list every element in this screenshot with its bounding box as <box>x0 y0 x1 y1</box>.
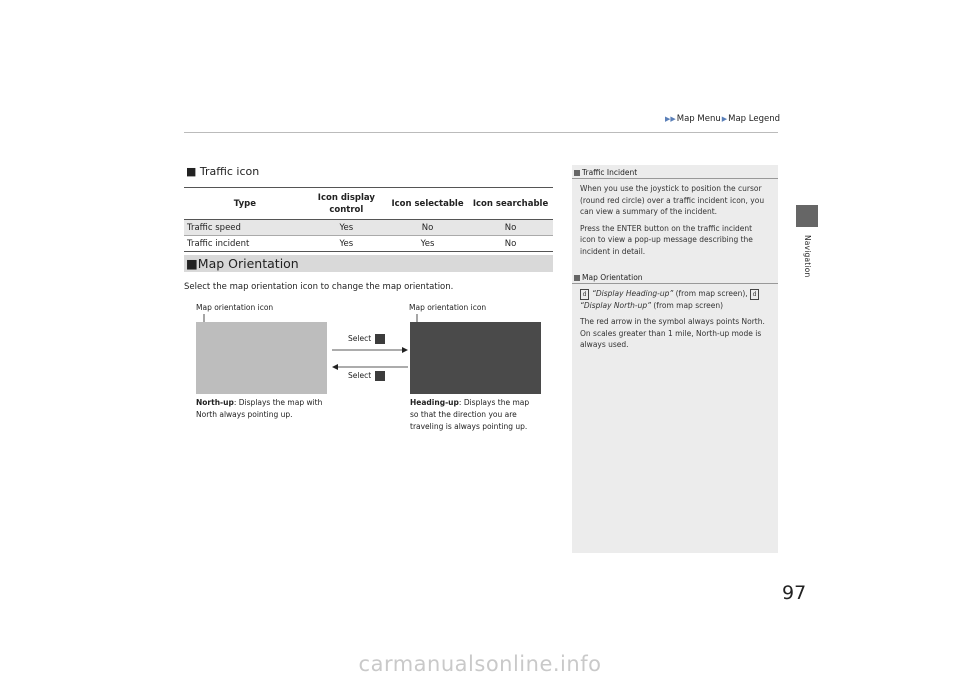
table-cell: No <box>387 220 468 236</box>
header-divider <box>184 132 778 133</box>
select-north-up-instruction: Select <box>348 371 385 381</box>
table-cell: Traffic speed <box>184 220 306 236</box>
table-cell: Yes <box>387 236 468 252</box>
section-side-label: Navigation <box>803 235 812 278</box>
column-header-type: Type <box>184 188 306 220</box>
traffic-icon-heading: ■ Traffic icon <box>186 165 260 178</box>
arrow-right-icon <box>402 347 408 353</box>
breadcrumb-item-map-legend[interactable]: Map Legend <box>728 114 780 124</box>
section-tab-marker <box>796 205 818 227</box>
arrow-right-icon: ▶ <box>721 115 728 123</box>
note-traffic-incident-title: Traffic Incident <box>574 168 637 177</box>
heading-up-description: Heading-up: Displays the map so that the direction you are traveling is always pointing up. <box>410 398 530 431</box>
table-cell: Yes <box>306 236 387 252</box>
voice-command-icon: d <box>750 289 759 300</box>
north-up-map-image <box>196 322 327 394</box>
breadcrumb <box>620 114 780 124</box>
traffic-icon-table <box>184 187 553 252</box>
table-cell: Traffic incident <box>184 236 306 252</box>
arrow-left-icon <box>332 364 338 370</box>
north-up-icon[interactable] <box>375 371 385 381</box>
map-orientation-intro: Select the map orientation icon to change the map orientation. <box>184 282 454 292</box>
watermark-text: carmanualsonline.info <box>358 652 602 676</box>
note-marker-icon <box>574 170 580 176</box>
note-divider <box>572 283 778 284</box>
select-heading-up-instruction: Select <box>348 334 385 344</box>
table-cell: Yes <box>306 220 387 236</box>
column-header-searchable: Icon searchable <box>468 188 553 220</box>
table-header-row <box>184 188 553 220</box>
note-map-orientation-title: Map Orientation <box>574 273 643 282</box>
map-orientation-heading: ■Map Orientation <box>186 256 299 271</box>
map-orientation-icon-label-left: Map orientation icon <box>196 303 274 312</box>
page-number: 97 <box>782 582 807 604</box>
table-cell: No <box>468 236 553 252</box>
heading-up-map-image <box>410 322 541 394</box>
voice-command-icon: d <box>580 289 589 300</box>
north-up-description: North-up: Displays the map with North always pointing up. <box>196 398 323 419</box>
heading-up-icon[interactable] <box>375 334 385 344</box>
table-cell: No <box>468 220 553 236</box>
map-orientation-icon-label-right: Map orientation icon <box>409 303 487 312</box>
note-traffic-incident-body: When you use the joystick to position the cursor (round red circle) over a traffic incident icon, you can view a summary of the incident. Press the ENTER button on the traffic incident icon to view a pop-up message describing the incident in detail. <box>580 184 765 256</box>
column-header-selectable: Icon selectable <box>387 188 468 220</box>
note-divider <box>572 178 778 179</box>
note-map-orientation-body: d “Display Heading-up” (from map screen), d “Display North-up” (from map screen) The red arrow in the symbol always points North. On scales greater than 1 mile, North-up mode is always used. <box>580 289 765 349</box>
column-header-display-control: Icon display control <box>306 188 387 220</box>
breadcrumb-item-map-menu[interactable]: Map Menu <box>676 114 721 124</box>
arrow-right-icon: ▶▶ <box>664 115 676 123</box>
note-marker-icon <box>574 275 580 281</box>
table-row <box>184 220 553 236</box>
table-row <box>184 236 553 252</box>
